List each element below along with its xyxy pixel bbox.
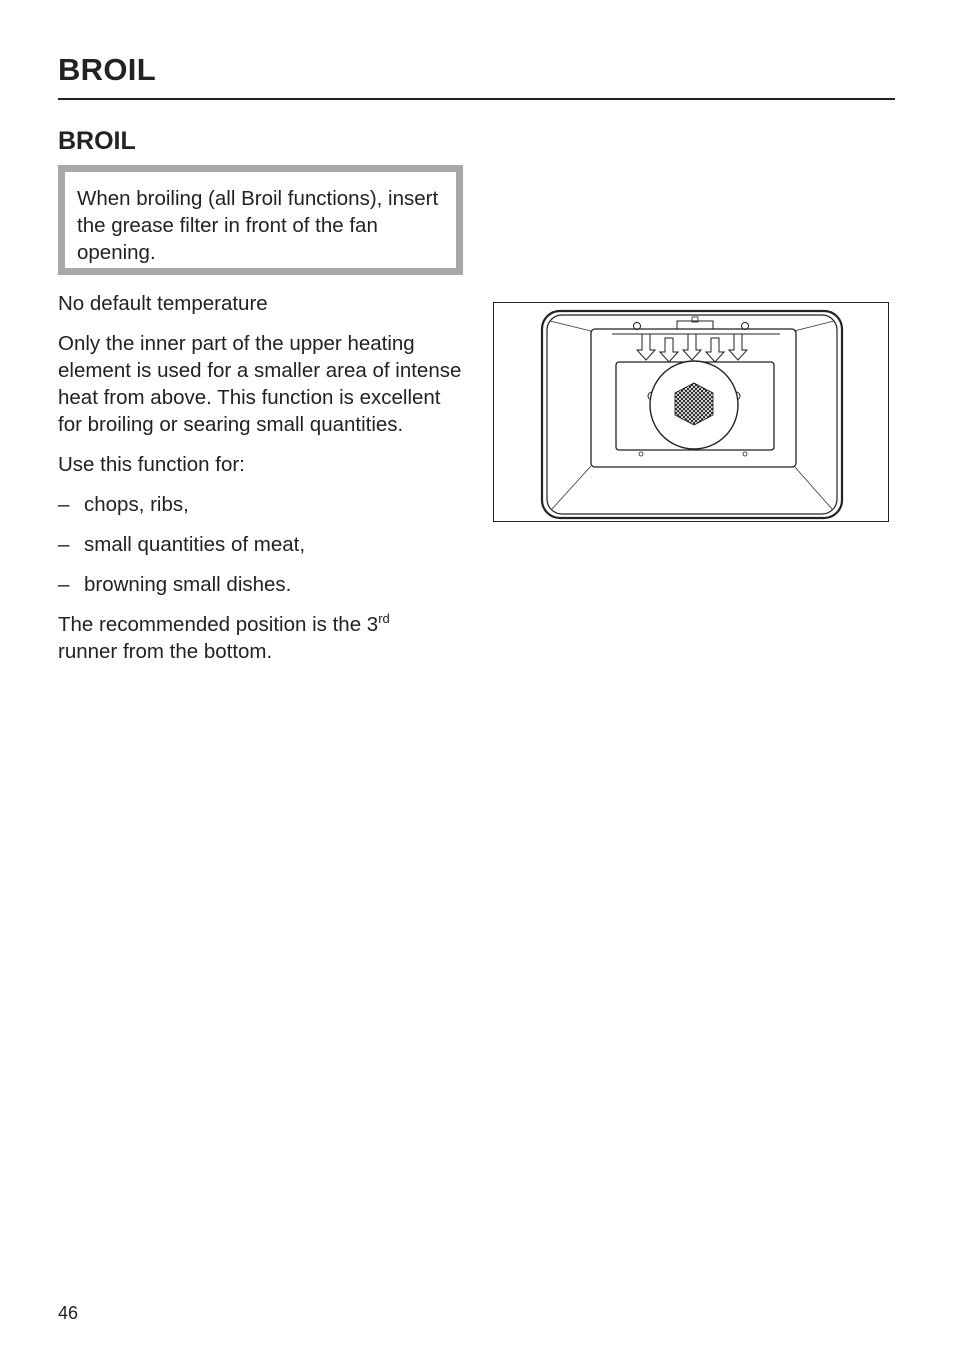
list-item-text: browning small dishes. bbox=[84, 573, 292, 596]
recommended-position-text bbox=[58, 611, 468, 665]
arrow-down-icon bbox=[683, 334, 701, 360]
list-item bbox=[58, 571, 468, 598]
ordinal-suffix: rd bbox=[378, 611, 390, 626]
list-item-text: chops, ribs, bbox=[84, 493, 189, 516]
list-dash: – bbox=[58, 533, 70, 556]
recommended-position-start: The recommended position is the 3 bbox=[58, 613, 379, 636]
page-number: 46 bbox=[58, 1303, 79, 1323]
list-item bbox=[58, 531, 468, 558]
title-divider bbox=[58, 98, 895, 100]
list-dash: – bbox=[58, 493, 70, 516]
oven-interior-illustration bbox=[493, 302, 889, 522]
section-title: BROIL bbox=[58, 127, 136, 155]
page-title: BROIL bbox=[58, 52, 156, 87]
list-item bbox=[58, 491, 468, 518]
usage-intro-text: Use this function for: bbox=[58, 453, 245, 476]
oven-cavity-drawing bbox=[494, 303, 890, 523]
body-text bbox=[58, 290, 468, 678]
arrow-down-icon bbox=[729, 334, 747, 360]
note-text: When broiling (all Broil functions), insert the grease filter in front of the fan opening. bbox=[77, 187, 439, 264]
recommended-position-end: runner from the bottom. bbox=[58, 640, 273, 663]
arrow-down-icon bbox=[660, 338, 678, 362]
arrow-down-icon bbox=[706, 338, 724, 362]
list-dash: – bbox=[58, 573, 70, 596]
default-temperature-text: No default temperature bbox=[58, 292, 268, 315]
arrow-down-icon bbox=[637, 334, 655, 360]
heat-arrows bbox=[637, 334, 747, 362]
list-item-text: small quantities of meat, bbox=[84, 533, 306, 556]
description-text: Only the inner part of the upper heating element is used for a smaller area of intense heat from above. This function is excellent for broiling or searing small quantities. bbox=[58, 332, 462, 436]
note-box bbox=[58, 165, 463, 275]
